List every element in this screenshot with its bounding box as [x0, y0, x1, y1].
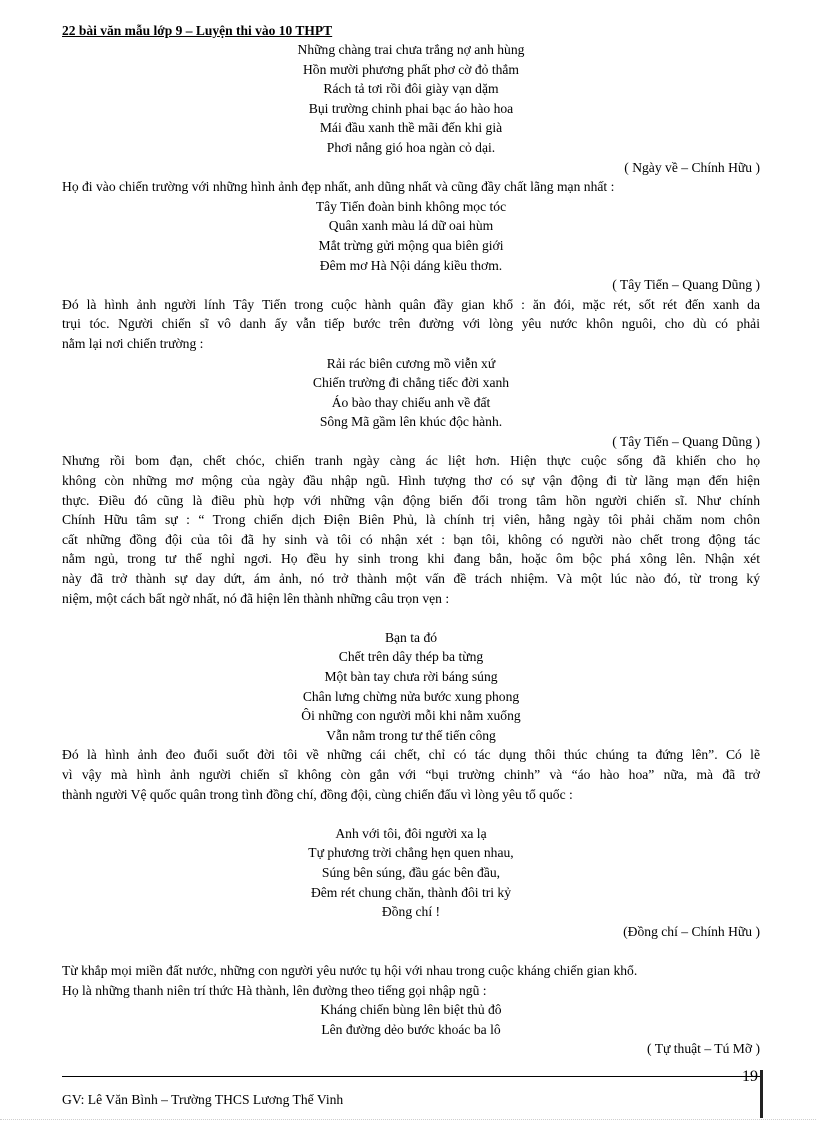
paragraph-line: Đó là hình ảnh đeo đuổi suốt đời tôi về những cái chết, chỉ có tác dụng thôi thúc chúng ta đứng lên”. Có lẽ: [62, 747, 760, 763]
poem-line: Vẫn nằm trong tư thế tiến công: [326, 727, 496, 743]
blank-line: [62, 608, 760, 628]
poem-line: Đồng chí !: [381, 904, 441, 920]
paragraph-line: Nhưng rồi bom đạn, chết chóc, chiến tranh ngày càng ác liệt hơn. Hiện thực cuộc sống đã khiến cho họ: [62, 453, 760, 469]
poem-line: Bụi trường chinh phai bạc áo hào hoa: [308, 100, 514, 116]
poem-line: Sông Mã gầm lên khúc độc hành.: [319, 414, 503, 430]
paragraph-line: Từ khắp mọi miền đất nước, những con người yêu nước tụ hội với nhau trong cuộc kháng chiến gian khổ.: [62, 962, 638, 978]
poem-line: Hồn mười phương phất phơ cờ đỏ thắm: [302, 61, 520, 77]
poem-line: Rách tả tơi rồi đôi giày vạn dặm: [323, 81, 499, 97]
poem-line: Anh với tôi, đôi người xa lạ: [335, 825, 487, 841]
footer-divider: [62, 1076, 760, 1077]
paragraph-line: cất những đồng đội của tôi đã hy sinh và tôi có nhận xét : bạn tôi, không có người nào chết trong động tác: [62, 531, 760, 547]
paragraph-line: vì vậy mà hình ảnh người chiến sĩ không còn gắn với “bụi trường chinh” và “áo hào hoa” nữa, mà đã trở: [62, 766, 760, 782]
blank-line: [62, 804, 760, 824]
poem-line: Súng bên súng, đầu gác bên đầu,: [321, 864, 501, 880]
paragraph-line: thành người Vệ quốc quân trong tình đồng chí, đồng đội, cùng chiến đấu vì lòng yêu tổ quốc :: [62, 786, 573, 802]
poem-line: Áo bào thay chiếu anh về đất: [331, 394, 491, 410]
paragraph-line: trụi tóc. Người chiến sĩ vô danh ấy vẫn tiếp bước trên đường với lòng yêu nước khôn nguôi, cho dù có phải: [62, 316, 760, 332]
poem-line: Những chàng trai chưa trắng nợ anh hùng: [297, 42, 525, 57]
footer-author: GV: Lê Văn Bình – Trường THCS Lương Thế Vinh: [62, 1092, 344, 1107]
document-body: [62, 40, 760, 1059]
citation: ( Tây Tiến – Quang Dũng ): [612, 277, 760, 293]
paragraph-line: nằm lại nơi chiến trường :: [62, 335, 204, 351]
paragraph-line: thực. Điều đó cũng là điều phù hợp với những vận động biến đổi trong tâm hồn người chiến sĩ. Như chính: [62, 492, 760, 508]
paragraph-line: không còn những mơ mộng của ngày đầu nhập ngũ. Hình tượng thơ có sự vận động đi từ lãng mạn đến hiện: [62, 473, 760, 489]
paragraph-line: niệm, một cách bất ngờ nhất, nó đã hiện lên thành những câu trọn vẹn :: [62, 590, 450, 606]
paragraph-line: Họ đi vào chiến trường với những hình ảnh đẹp nhất, anh dũng nhất và cũng đầy chất lãng mạn nhất :: [62, 179, 615, 195]
document-page: [62, 22, 760, 1059]
poem-line: Rải rác biên cương mồ viễn xứ: [326, 355, 496, 371]
poem-line: Tây Tiến đoàn binh không mọc tóc: [315, 198, 507, 214]
poem-line: Mắt trừng gửi mộng qua biên giới: [318, 237, 504, 253]
paragraph-line: này đã trở thành sự day dứt, ám ảnh, nó trở thành một vấn đề trách nhiệm. Và một lúc nào đó, từ trong ký: [62, 571, 760, 587]
poem-line: Bạn ta đó: [384, 629, 438, 645]
blank-line: [62, 941, 760, 961]
citation: ( Tây Tiến – Quang Dũng ): [612, 433, 760, 449]
page-number: 19: [742, 1068, 758, 1085]
poem-line: Một bàn tay chưa rời báng súng: [324, 669, 498, 684]
citation: ( Ngày về – Chính Hữu ): [624, 159, 760, 175]
poem-line: Mái đầu xanh thề mãi đến khi già: [319, 120, 503, 136]
paragraph-line: Chính Hữu tâm sự : “ Trong chiến dịch Điện Biên Phủ, là chính trị viên, hằng ngày tôi phải chăm nom chôn: [62, 512, 760, 528]
page-bottom-border: [0, 1119, 816, 1120]
poem-line: Lên đường dẻo bước khoác ba lô: [321, 1021, 501, 1037]
citation: ( Tự thuật – Tú Mỡ ): [647, 1041, 760, 1057]
paragraph-line: nằm ngủ, trong tư thế nghỉ ngơi. Họ đều hy sinh trong khi đang bắn, hoặc ôm bộc phá xông lên. Nhận xét: [62, 551, 760, 567]
poem-line: Quân xanh màu lá dữ oai hùm: [328, 218, 494, 234]
page-edge-shadow: [760, 1070, 763, 1118]
poem-line: Tự phương trời chẳng hẹn quen nhau,: [308, 845, 514, 861]
poem-line: Kháng chiến bùng lên biệt thủ đô: [320, 1002, 502, 1018]
poem-line: Chân lưng chừng nửa bước xung phong: [302, 688, 520, 704]
citation: (Đồng chí – Chính Hữu ): [623, 923, 760, 939]
poem-line: Đêm mơ Hà Nội dáng kiều thơm.: [319, 257, 503, 273]
document-header: 22 bài văn mẫu lớp 9 – Luyện thi vào 10 THPT: [62, 23, 333, 38]
poem-line: Ôi những con người mỗi khi nằm xuống: [301, 708, 521, 724]
poem-line: Phơi nắng gió hoa ngàn cỏ dại.: [326, 139, 496, 155]
poem-line: Chiến trường đi chẳng tiếc đời xanh: [312, 375, 510, 391]
poem-line: Chết trên dây thép ba từng: [338, 649, 484, 665]
paragraph-line: Đó là hình ảnh người lính Tây Tiến trong cuộc hành quân đầy gian khổ : ăn đói, mặc rét, sốt rét đến xanh da: [62, 296, 760, 312]
poem-line: Đêm rét chung chăn, thành đôi tri kỷ: [310, 884, 512, 900]
paragraph-line: Họ là những thanh niên trí thức Hà thành, lên đường theo tiếng gọi nhập ngũ :: [62, 982, 487, 998]
